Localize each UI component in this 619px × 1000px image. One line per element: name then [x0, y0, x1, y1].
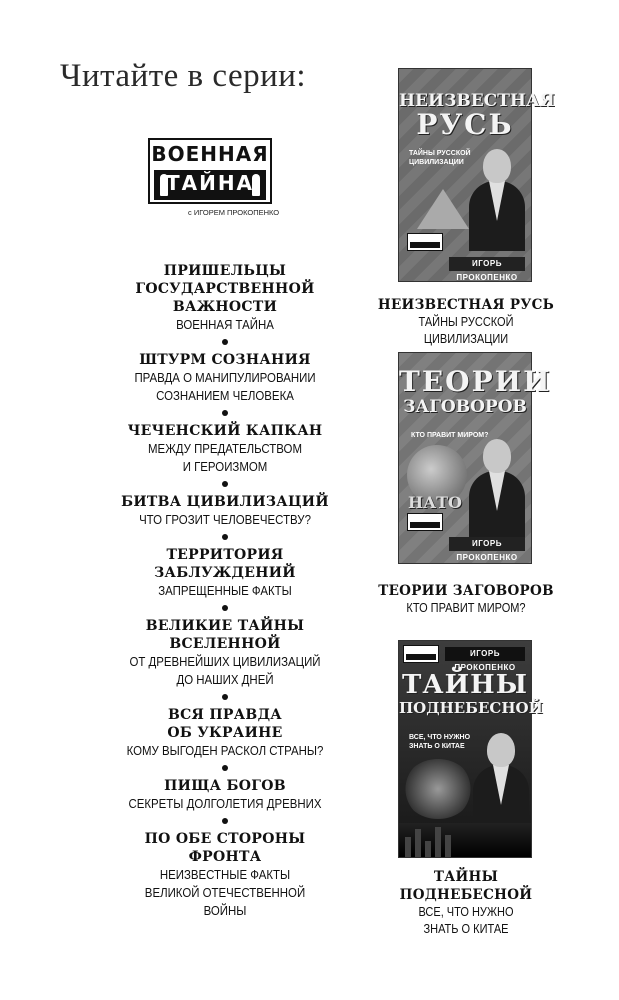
caption-title: ТЕОРИИ ЗАГОВОРОВ — [378, 583, 554, 599]
series-entry-title: ВЕЛИКИЕ ТАЙНЫ — [145, 618, 305, 634]
series-entry-title: ФРОНТА — [188, 849, 262, 865]
bullet-separator — [222, 818, 228, 824]
cover-title-line: НЕИЗВЕСТНАЯ — [399, 91, 555, 111]
cover-tagline — [409, 149, 471, 167]
bullet-separator — [222, 694, 228, 700]
cover-tagline: КТО ПРАВИТ МИРОМ? — [411, 432, 489, 439]
series-entry-title: ВСЕЛЕННОЙ — [169, 636, 281, 652]
cover-logo-bar — [410, 242, 440, 248]
author-portrait — [469, 149, 525, 249]
series-entry-title: ПИЩА БОГОВ — [164, 778, 286, 794]
book-caption-2 — [370, 582, 562, 617]
logo-frame — [148, 138, 272, 204]
portrait-head — [487, 733, 515, 767]
series-entry[interactable] — [110, 351, 340, 405]
series-entry-subtitle: И ГЕРОИЗМОМ — [182, 459, 268, 474]
series-entry-subtitle: ПРАВДА О МАНИПУЛИРОВАНИИ — [134, 370, 316, 385]
cover-title-line: ТЕОРИИ — [399, 365, 552, 398]
series-entry[interactable] — [110, 546, 340, 600]
logo-line-1: ВОЕННАЯ — [151, 142, 269, 166]
book-cover-teorii-zagovorov[interactable] — [398, 352, 552, 564]
series-entry[interactable] — [110, 262, 340, 334]
bullet-separator — [222, 481, 228, 487]
series-entry-title: ОБ УКРАИНЕ — [167, 725, 283, 741]
series-entry-title: ВАЖНОСТИ — [172, 299, 278, 315]
series-entry-title: ПО ОБЕ СТОРОНЫ — [144, 831, 306, 847]
cover-tagline-line: ЗНАТЬ О КИТАЕ — [409, 743, 465, 750]
cover-logo-bar — [406, 654, 436, 660]
cover-title-line: ЗАГОВОРОВ — [403, 397, 527, 417]
series-entry-title: ЗАБЛУЖДЕНИЙ — [154, 565, 296, 581]
logo-subtitle: с ИГОРЕМ ПРОКОПЕНКО — [188, 208, 280, 217]
series-list — [110, 262, 340, 920]
dragon-icon — [403, 759, 473, 819]
cover-tagline-line: ВСЕ, ЧТО НУЖНО — [409, 734, 471, 741]
bullet-separator — [222, 765, 228, 771]
cover-series-logo — [407, 233, 443, 251]
series-entry-subtitle: МЕЖДУ ПРЕДАТЕЛЬСТВОМ — [148, 441, 302, 456]
caption-subtitle: ВСЕ, ЧТО НУЖНО — [418, 905, 514, 919]
series-entry[interactable] — [110, 422, 340, 476]
bullet-separator — [222, 339, 228, 345]
series-entry[interactable] — [110, 830, 340, 920]
author-portrait — [473, 733, 529, 833]
skyline-building — [415, 829, 421, 857]
cover-author: ИГОРЬ ПРОКОПЕНКО — [449, 257, 525, 271]
book-caption-1 — [370, 296, 562, 348]
skyline-building — [445, 835, 451, 857]
cover-author: ИГОРЬ ПРОКОПЕНКО — [445, 647, 525, 661]
cover-title-line: РУСЬ — [416, 108, 514, 141]
cover-logo-bar — [410, 522, 440, 528]
skyline-building — [435, 827, 441, 857]
book-caption-3 — [370, 868, 562, 938]
cover-extra-text: НАТО — [408, 493, 462, 512]
series-entry-subtitle: ЗАПРЕЩЕННЫЕ ФАКТЫ — [158, 583, 292, 598]
series-entry-title: ГОСУДАРСТВЕННОЙ — [135, 281, 315, 297]
series-entry-subtitle: ОТ ДРЕВНЕЙШИХ ЦИВИЛИЗАЦИЙ — [129, 654, 321, 669]
cover-tagline-line: ТАЙНЫ РУССКОЙ — [409, 150, 471, 157]
series-entry[interactable] — [110, 706, 340, 760]
series-entry-title: ПРИШЕЛЬЦЫ — [163, 263, 287, 279]
series-entry[interactable] — [110, 617, 340, 689]
cover-series-logo — [407, 513, 443, 531]
series-entry-title: БИТВА ЦИВИЛИЗАЦИЙ — [121, 494, 329, 510]
series-entry-title: ШТУРМ СОЗНАНИЯ — [139, 352, 311, 368]
series-entry-subtitle: НЕИЗВЕСТНЫЕ ФАКТЫ — [159, 867, 291, 882]
series-entry-subtitle: СЕКРЕТЫ ДОЛГОЛЕТИЯ ДРЕВНИХ — [128, 796, 322, 811]
cover-title-line: ПОДНЕБЕСНОЙ — [399, 699, 543, 717]
caption-subtitle: КТО ПРАВИТ МИРОМ? — [406, 601, 526, 615]
caption-title: НЕИЗВЕСТНАЯ РУСЬ — [377, 297, 555, 313]
cover-author: ИГОРЬ ПРОКОПЕНКО — [449, 537, 525, 551]
page-heading: Читайте в серии: — [60, 58, 307, 94]
series-entry-subtitle: СОЗНАНИЕМ ЧЕЛОВЕКА — [156, 388, 294, 403]
caption-subtitle: ЗНАТЬ О КИТАЕ — [423, 922, 509, 936]
series-entry-subtitle: ЧТО ГРОЗИТ ЧЕЛОВЕЧЕСТВУ? — [139, 512, 311, 527]
series-entry-subtitle: ВОЕННАЯ ТАЙНА — [176, 317, 274, 332]
book-cover-tayny-podnebesnoy[interactable] — [398, 640, 543, 858]
caption-title: ПОДНЕБЕСНОЙ — [399, 887, 533, 903]
logo-line-2: ТАЙНА — [165, 171, 255, 195]
caption-subtitle: ТАЙНЫ РУССКОЙ ЦИВИЛИЗАЦИИ — [418, 315, 514, 346]
series-entry-subtitle: КОМУ ВЫГОДЕН РАСКОЛ СТРАНЫ? — [126, 743, 324, 758]
author-portrait — [469, 439, 525, 539]
cover-tagline — [409, 733, 470, 751]
bullet-separator — [222, 410, 228, 416]
series-logo — [148, 138, 288, 218]
series-entry[interactable] — [110, 493, 340, 529]
series-entry-subtitle: ДО НАШИХ ДНЕЙ — [176, 672, 274, 687]
bullet-separator — [222, 605, 228, 611]
series-entry-title: ЧЕЧЕНСКИЙ КАПКАН — [127, 423, 323, 439]
cover-tagline-line: ЦИВИЛИЗАЦИИ — [409, 159, 464, 166]
portrait-head — [483, 439, 511, 473]
series-entry-title: ВСЯ ПРАВДА — [167, 707, 283, 723]
book-cover-neizvestnaya-rus[interactable] — [398, 68, 555, 282]
cover-series-logo — [403, 645, 439, 663]
skyline-building — [425, 841, 431, 857]
series-entry-title: ТЕРРИТОРИЯ — [166, 547, 284, 563]
series-entry-subtitle: ВЕЛИКОЙ ОТЕЧЕСТВЕННОЙ ВОЙНЫ — [144, 885, 306, 918]
bullet-separator — [222, 534, 228, 540]
pyramid-icon — [417, 189, 469, 229]
portrait-head — [483, 149, 511, 183]
skyline-building — [405, 837, 411, 857]
cover-title-line: ТАЙНЫ — [402, 670, 528, 700]
series-entry[interactable] — [110, 777, 340, 813]
caption-title: ТАЙНЫ — [433, 869, 499, 885]
city-skyline — [399, 823, 531, 857]
